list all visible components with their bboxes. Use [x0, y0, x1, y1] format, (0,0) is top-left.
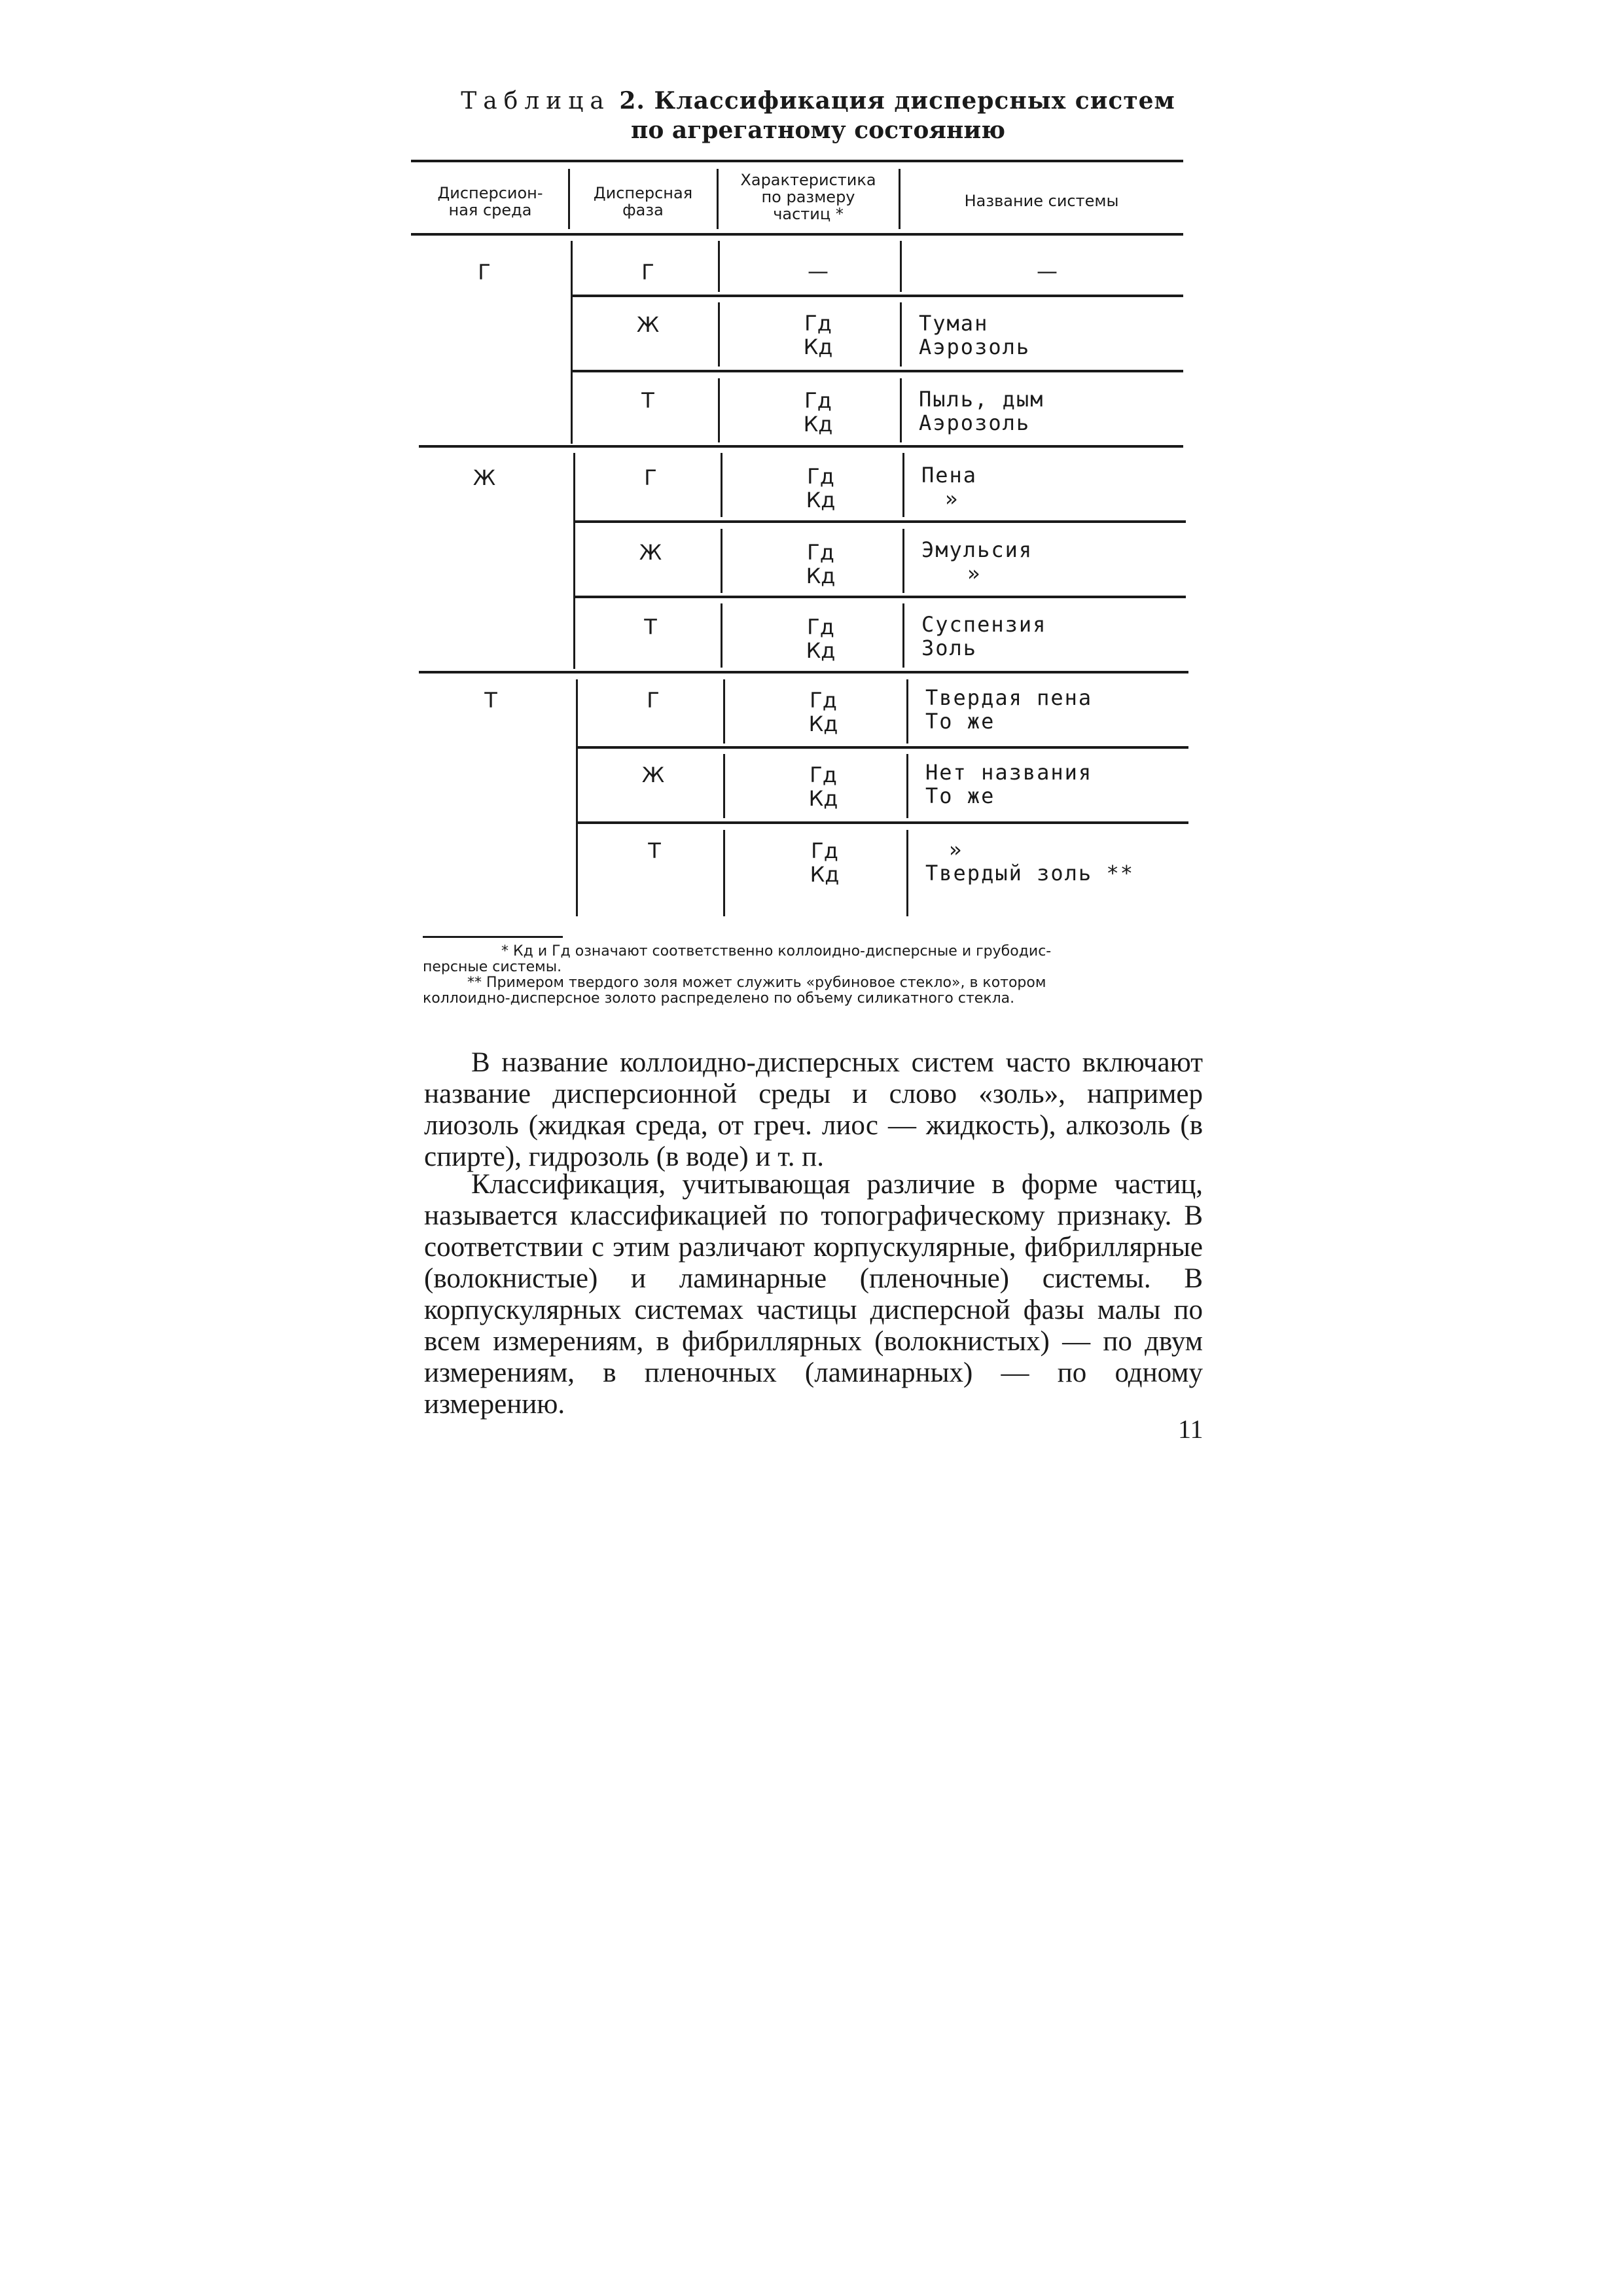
column-rule [723, 679, 725, 744]
header-text: Дисперсная [593, 184, 693, 202]
footnote-2-cont: коллоидно-дисперсное золото распределено по объему силикатного стекла. [423, 990, 1015, 1007]
size-colloid: Кд [806, 488, 836, 512]
header-text: ная среда [448, 201, 532, 219]
medium-gas: Г [478, 260, 491, 285]
size-cell: — [808, 259, 829, 283]
size-coarse: Гд [810, 688, 837, 713]
size-coarse: Гд [811, 838, 838, 863]
size-coarse: Гд [804, 388, 832, 413]
name-coarse: Пена [921, 463, 978, 488]
size-colloid: Кд [806, 564, 836, 588]
name-coarse: Твердая пена [925, 685, 1093, 710]
name-colloid: » [945, 486, 959, 511]
column-rule [902, 603, 904, 668]
phase-cell: Т [648, 838, 661, 863]
column-rule [906, 679, 908, 744]
size-coarse: Гд [807, 615, 834, 639]
footnote-rule [423, 936, 563, 938]
size-colloid: Кд [803, 334, 833, 359]
size-cell [777, 689, 869, 736]
name-coarse: Туман [919, 311, 989, 336]
table-title-text: 2. Классификация дисперсных систем [619, 87, 1175, 115]
size-cell [772, 312, 864, 359]
medium-liquid: Ж [473, 465, 496, 490]
row-divider [571, 295, 1183, 297]
name-cell [925, 761, 1092, 808]
row-divider [571, 370, 1183, 372]
header-particle-size [718, 171, 899, 223]
name-cell [919, 387, 1044, 435]
size-colloid: Кд [803, 412, 833, 437]
group-divider [419, 671, 1188, 673]
name-cell: — [1037, 259, 1058, 283]
column-rule [906, 830, 908, 916]
size-colloid: Кд [810, 862, 840, 887]
size-coarse: Гд [804, 311, 832, 336]
header-dispersion-medium [412, 185, 568, 219]
name-colloid: » [967, 561, 982, 586]
name-colloid: Твердый золь ** [925, 861, 1134, 886]
footnotes [423, 944, 1051, 1007]
column-rule [900, 241, 902, 292]
phase-cell: Г [644, 465, 657, 490]
name-colloid: Аэрозоль [919, 410, 1031, 435]
column-rule [900, 302, 902, 367]
paragraph-sol-naming: В название коллоидно-дисперсных систем часто включают название дисперсионной среды и слово «золь», например лиозоль (жидкая среда, от греч. лиос — жидкость), алкозоль (в спирте), гидрозоль (в воде) и т. п. [424, 1047, 1203, 1172]
column-rule [576, 679, 578, 916]
size-colloid: Кд [808, 711, 838, 736]
column-rule [902, 529, 904, 593]
name-coarse: Нет названия [925, 760, 1093, 785]
group-divider [419, 445, 1183, 448]
size-colloid: Кд [808, 786, 838, 811]
page-number: 11 [1178, 1414, 1204, 1444]
header-system-name: Название системы [964, 192, 1119, 210]
name-coarse: Суспензия [921, 612, 1047, 637]
row-divider [573, 520, 1186, 523]
header-bottom-rule [411, 233, 1183, 236]
name-colloid: Аэрозоль [919, 334, 1031, 359]
name-coarse: Эмульсия [921, 537, 1033, 562]
column-rule [721, 603, 722, 668]
row-divider [576, 746, 1188, 749]
header-text: Характеристика [740, 171, 876, 189]
phase-cell: Ж [641, 762, 665, 787]
name-cell [919, 312, 1030, 359]
row-divider [576, 821, 1188, 824]
phase-cell: Г [647, 688, 660, 713]
column-rule [718, 241, 720, 292]
footnote-1: * Кд и Гд означают соответственно коллоидно-дисперсные и грубодис- [501, 943, 1052, 960]
paragraph-topographic-classification: Классификация, учитывающая различие в форме частиц, называется классификацией по топографическому признаку. В соответствии с этим различают корпускулярные, фибриллярные (волокнистые) и ламинарные (пленочные) системы. В корпускулярных системах частицы дисперсной фазы малы по всем измерениям, в фибриллярных (волокнистых) — по двум измерениям, в пленочных (ламинарных) — по одному измерению. [424, 1169, 1203, 1420]
phase-cell: Т [641, 388, 654, 413]
header-text: Дисперсион- [437, 184, 543, 202]
phase-cell: Г [641, 260, 654, 285]
name-cell [921, 613, 1046, 660]
name-cell [925, 686, 1092, 733]
phase-cell: Ж [639, 540, 662, 565]
size-cell [775, 541, 866, 588]
size-cell [772, 389, 864, 436]
header-dispersed-phase [569, 185, 717, 219]
size-cell [779, 839, 870, 886]
name-cell [921, 463, 977, 511]
size-cell [775, 465, 866, 512]
name-cell [921, 538, 1033, 585]
size-cell [777, 763, 869, 810]
column-rule [900, 378, 902, 442]
column-rule [723, 754, 725, 818]
medium-solid: Т [484, 688, 497, 713]
name-coarse: » [949, 837, 963, 862]
header-text: по размеру [761, 188, 855, 206]
column-rule [573, 453, 575, 669]
column-rule [902, 453, 904, 517]
size-coarse: Гд [807, 540, 834, 565]
name-colloid: Золь [921, 636, 978, 660]
phase-cell: Т [644, 615, 657, 639]
size-coarse: Гд [810, 762, 837, 787]
name-cell [925, 838, 1134, 885]
table-title-prefix: Таблица [461, 88, 611, 115]
footnote-1-cont: персные системы. [423, 959, 562, 975]
column-rule [723, 830, 725, 916]
row-divider [573, 596, 1186, 598]
header-text: частиц * [773, 205, 844, 223]
column-rule [721, 453, 722, 517]
table-top-rule [411, 160, 1183, 162]
column-rule [718, 302, 720, 367]
phase-cell: Ж [636, 312, 660, 337]
table-title-line2: по агрегатному состоянию [631, 117, 1005, 144]
name-colloid: То же [925, 783, 995, 808]
column-rule [906, 754, 908, 818]
column-rule [721, 529, 722, 593]
name-coarse: Пыль, дым [919, 387, 1044, 412]
size-colloid: Кд [806, 638, 836, 663]
header-text: фаза [622, 201, 664, 219]
footnote-2: ** Примером твердого золя может служить «рубиновое стекло», в котором [467, 975, 1046, 991]
name-colloid: То же [925, 709, 995, 734]
table-title [425, 87, 1211, 115]
column-rule [718, 378, 720, 442]
column-rule [571, 241, 573, 444]
size-coarse: Гд [807, 464, 834, 489]
size-cell [775, 615, 866, 662]
